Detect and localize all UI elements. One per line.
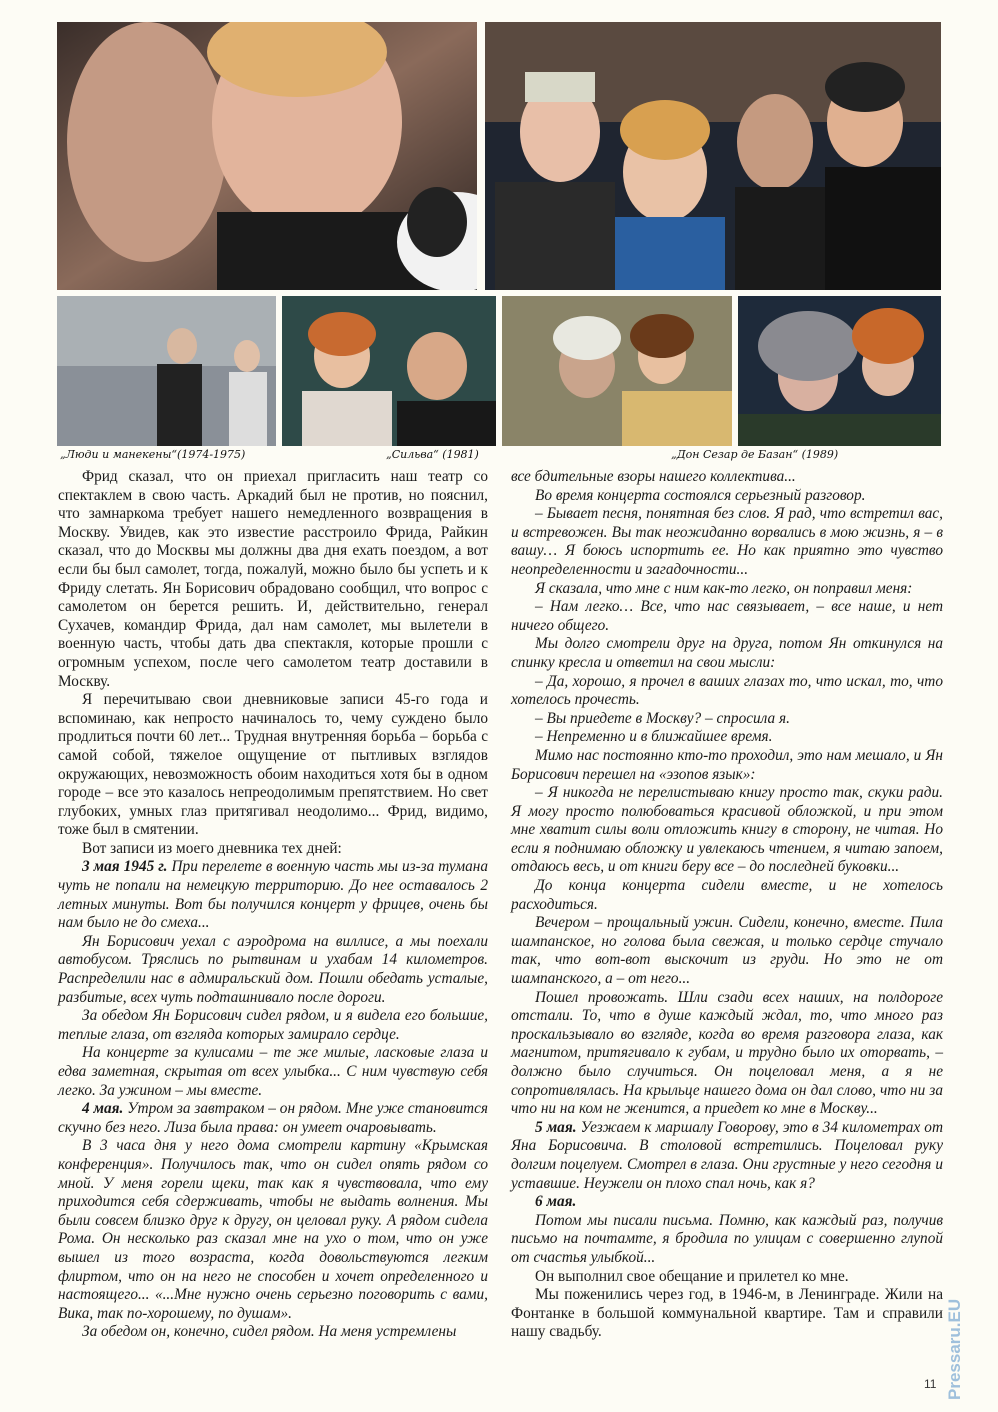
paragraph: [511, 914, 943, 988]
paragraph-text: – Нам легко… Все, что нас связывает, – все наше, и нет ничего общего.: [511, 598, 943, 634]
paragraph-text: Во время концерта состоялся серьезный разговор.: [535, 486, 866, 504]
paragraph-text: Мимо нас постоянно кто-то проходил, это нам мешало, и Ян Борисович перешел на «эзопов язык»:: [511, 746, 943, 783]
article-column-right: [511, 468, 943, 1342]
paragraph-text: Вечером – прощальный ужин. Сидели, конечно, вместе. Пила шампанское, но голова была свежая, и только сердце стучало так, что вот-вот выскочит из груди. Но это не от шампанского, а – от него...: [511, 914, 943, 988]
photo-group-of-four: [485, 22, 941, 290]
paragraph: [511, 989, 943, 1119]
paragraph: [511, 505, 943, 579]
paragraph: [58, 1323, 488, 1342]
paragraph-text: Я перечитываю свои дневниковые записи 45-го года и вспоминаю, как непросто начиналось то, чему суждено было продлиться почти 60 лет... Трудная внутренняя борьба – борьба с самой собой, тяжелое ощущение от пытливых взглядов окружающих, невозможность обоим находиться хотя бы в одном городе – все это казалось непреодолимым препятствием. Но свет глубоких, умных глаз притягивал неодолимо... Фрид, видимо, тоже был в смятении.: [58, 691, 488, 839]
paragraph: [58, 840, 488, 859]
caption-don-sezar: „Дон Сезар де Базан“ (1989): [671, 448, 839, 461]
paragraph: [511, 877, 943, 914]
paragraph: [511, 1212, 943, 1268]
paragraph-text: Ян Борисович уехал с аэродрома на виллисе, а мы поехали автобусом. Тряслись по рытвинам и ухабам 14 километров. Распределили нас в адмиральский дом. Пошли обедать усталые, разбитые, всех чуть подташнивало после дороги.: [58, 932, 488, 1006]
page-number: 11: [924, 1377, 937, 1391]
paragraph-text: Уезжаем к маршалу Говорову, это в 34 километрах от Яна Борисовича. В столовой встретились. Поцеловал руку долгим поцелуем. Смотрел в глаза. Они грустные у него сегодня и уставшие. Неужели он плохо спал ночь, как я?: [511, 1118, 943, 1192]
paragraph-text: Мы долго смотрели друг на друга, потом Ян откинулся на спинку кресла и ответил на свои мысли:: [511, 635, 943, 671]
paragraph-text: – Да, хорошо, я прочел в ваших глазах то, что искал, то, что хотелось прочесть.: [511, 672, 943, 709]
paragraph-text: Фрид сказал, что он приехал пригласить наш театр со спектаклем в свою часть. Аркадий был не против, но пояснил, что замнаркома требует нашего немедленного возвращения в Москву. Увидев, как это известие расстроило Фрида, Райкин сказал, что до Москвы мы должны два дня ехать поездом, а вот если бы был самолет, тогда, пожалуй, можно было бы успеть и к Фриду слетать. Ян Борисович обрадовано сообщил, что вопрос с самолетом он берется решить. И, действительно, генерал Сухачев, командир Фрида, дал нам самолет, мы вылетели в военную часть, чтобы дать два спектакля, которые прошли с огромным успехом, после чего самолетом театр доставили в Москву.: [58, 468, 488, 690]
paragraph: [511, 468, 943, 487]
paragraph-text: При перелете в военную часть мы из-за тумана чуть не попали на немецкую территорию. До нее оставалось 2 летных минуты. Вот бы получился концерт у фрицев, очень бы нам было не до смеха...: [58, 858, 488, 932]
caption-silva: „Сильва“ (1981): [386, 448, 479, 461]
paragraph-text: Я сказала, что мне с ним как-то легко, он поправил меня:: [535, 579, 913, 597]
paragraph: [511, 784, 943, 877]
still-ludi-i-manekeny: [57, 296, 276, 446]
paragraph: [58, 1137, 488, 1323]
paragraph-text: В 3 часа дня у него дома смотрели картину «Крымская конференция». Получилось так, что он сидел опять рядом со мной. У меня горели щеки, так как я чувствовала, что ему приходится себя сдерживать, чтобы не выдать волнения. Мы были совсем близко друг к другу, он целовал руку. А рядом сидела Рома. Он несколько раз сказал мне на ухо о том, что он уже вышел из того возраста, когда довольствуются легким флиртом, что он на него не способен и хочет определенного и настоящего... «...Мне нужно очень серьезно поговорить с вами, Вика, так по-хорошему, по душам».: [58, 1137, 488, 1322]
caption-ludi-i-manekeny: „Люди и манекены“(1974-1975): [60, 448, 246, 461]
paragraph: [58, 858, 488, 932]
paragraph-text: За обедом Ян Борисович сидел рядом, и я видела его большие, теплые глаза, от взгляда которых замирало сердце.: [58, 1007, 488, 1043]
paragraph-text: все бдительные взоры нашего коллектива...: [511, 468, 796, 485]
paragraph-text: – Бывает песня, понятная без слов. Я рад, что встретил вас, и встревожен. Вы так неожиданно ворвались в мою жизнь, я – в вашу… Я боюсь испортить ее. Но как приятно это чувство неопределенности и загадочности...: [511, 505, 943, 578]
paragraph: [58, 468, 488, 691]
paragraph: [58, 691, 488, 840]
paragraph-text: До конца концерта сидели вместе, и не хотелось расходиться.: [511, 877, 943, 913]
paragraph: [511, 1268, 943, 1287]
paragraph: [511, 747, 943, 784]
diary-date: 5 мая.: [535, 1118, 577, 1136]
still-silva: [282, 296, 496, 446]
paragraph-text: Пошел провожать. Шли сзади всех наших, на полдороге отстали. То, что в душе каждый ждал, то, что много раз проскальзывало во взгляде, когда во время разговора глаза, как магнитом, притягивало к губам, и трудно было их оторвать, – должно было случиться. Он поцеловал меня, а я не сопротивлялась. На крыльце нашего дома он дал слово, что ни за что ни на ком не женится, а приедет ко мне в Москву...: [511, 988, 943, 1118]
article-column-left: [58, 468, 488, 1342]
paragraph-text: – Вы приедете в Москву? – спросила я.: [535, 709, 790, 727]
watermark: Pressaru.EU: [945, 1298, 964, 1400]
paragraph-text: На концерте за кулисами – те же милые, ласковые глаза и едва заметная, скрытая от всех улыбка... С ним чувствую себя легко. За ужином – мы вместе.: [58, 1044, 488, 1099]
paragraph: [58, 1100, 488, 1137]
paragraph: [58, 933, 488, 1007]
paragraph: [511, 1193, 943, 1212]
paragraph: [511, 598, 943, 635]
still-don-sezar-2: [738, 296, 941, 446]
diary-date: 6 мая.: [535, 1193, 577, 1211]
paragraph-text: За обедом он, конечно, сидел рядом. На меня устремлены: [82, 1323, 457, 1341]
paragraph-text: Он выполнил свое обещание и прилетел ко мне.: [535, 1267, 849, 1285]
paragraph: [511, 580, 943, 599]
photo-couple-with-cat: [57, 22, 477, 290]
paragraph-text: Потом мы писали письма. Помню, как каждый раз, получив письмо на почтамте, я бродила по улицам с совершенно глупой от счастья улыбкой...: [511, 1211, 943, 1266]
paragraph: [511, 1119, 943, 1193]
paragraph: [511, 673, 943, 710]
diary-date: 3 мая 1945 г.: [82, 858, 168, 876]
paragraph-text: Мы поженились через год, в 1946-м, в Ленинграде. Жили на Фонтанке в большой коммунальной квартире. Там и справили нашу свадьбу.: [511, 1286, 943, 1341]
paragraph: [58, 1007, 488, 1044]
paragraph: [511, 710, 943, 729]
paragraph: [511, 635, 943, 672]
paragraph: [511, 728, 943, 747]
still-don-sezar-1: [502, 296, 732, 446]
diary-date: 4 мая.: [82, 1100, 124, 1118]
paragraph-text: Утром за завтраком – он рядом. Мне уже становится скучно без него. Лиза была права: он умеет очаровывать.: [58, 1100, 488, 1136]
paragraph-text: – Непременно и в ближайшее время.: [535, 728, 773, 746]
paragraph-text: – Я никогда не перелистываю книгу просто так, скуки ради. Я могу просто полюбоваться красивой обложкой, и при этом мне хватит силы воли отложить книгу в сторону, не читая. Но если я поднимаю обложку и увлекаюсь чтением, я читаю запоем, отдаюсь весь, и от книги беру все – до последней буковки...: [511, 784, 943, 876]
paragraph: [58, 1044, 488, 1100]
paragraph: [511, 487, 943, 506]
paragraph: [511, 1286, 943, 1342]
paragraph-text: Вот записи из моего дневника тех дней:: [82, 839, 342, 857]
